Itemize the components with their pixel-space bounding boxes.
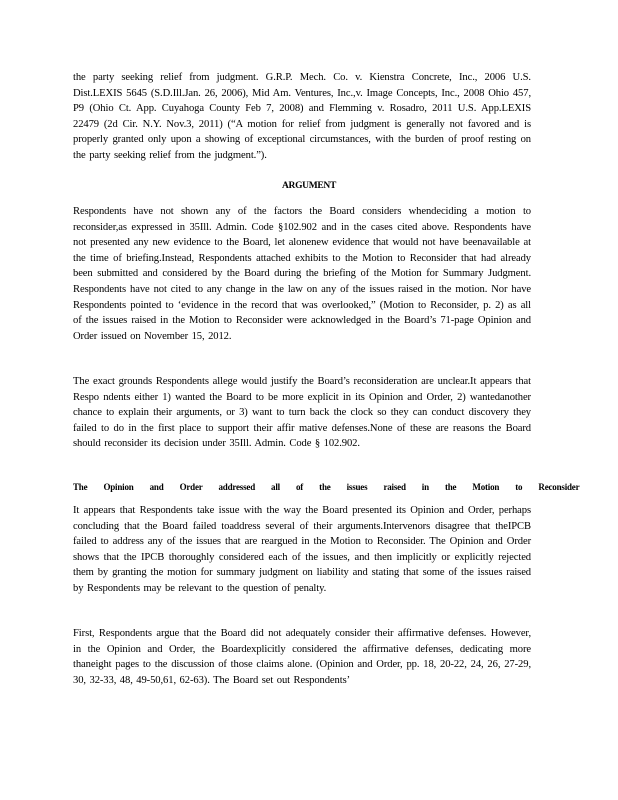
- paragraph-issues-considered: It appears that Respondents take issue with the way the Board presented its Opinion and Order, perhaps concluding that the Board failed toaddress several of their arguments.Intervenors disagree that theIPCB failed to address any of the issues that are reargued in the Motion to Reconsider. The Opinion and Order shows that the IPCB thoroughly considered each of the issues, and then implicitly or explicitly rejected them by granting the motion for summary judgment on liability and stating that some of the issues raised by Respondents may be relevant to the question of penalty.: [73, 505, 531, 594]
- paragraph-citations: the party seeking relief from judgment. G.R.P. Mech. Co. v. Kienstra Concrete, Inc., 2006 U.S. Dist.LEXIS 5645 (S.D.Ill.Jan. 26, 2006), Mid Am. Ventures, Inc.,v. Image Concepts, Inc., 2008 Ohio 457, P9 (Ohio Ct. App. Cuyahoga County Feb 7, 2008) and Flemming v. Rosadro, 2011 U.S. App.LEXIS 22479 (2d Cir. N.Y. Nov.3, 2011) (“A motion for relief from judgment is generally not favored and is properly granted only upon a showing of exceptional circumstances, with the burden of proof resting on the party seeking relief from the judgment.”).: [73, 72, 531, 161]
- heading-argument: ARGUMENT: [281, 181, 337, 191]
- subheading-opinion-addressed: The Opinion and Order addressed all of the issues raised in the Motion to Reconsider: [73, 482, 580, 492]
- paragraph-no-factors: Respondents have not shown any of the factors the Board considers whendeciding a motion to reconsider,as expressed in 35Ill. Admin. Code §102.902 and in the cases cited above. Respondents have not presented any new evidence to the Board, let alonenew evidence that would not have beenavailable at the time of briefing.Instead, Respondents attached exhibits to the Motion to Reconsider that had already been submitted and considered by the Board during the briefing of the Motion for Summary Judgment. Respondents have not cited to any change in the law on any of the issues raised in the motion. Nor have Respondents pointed to ‘evidence in the record that was overlooked,” (Motion to Reconsider, p. 2) as all of the issues raised in the Motion to Reconsider were acknowledged in the Board’s 71-page Opinion and Order issued on November 15, 2012.: [73, 206, 531, 342]
- paragraph-grounds-unclear: The exact grounds Respondents allege would justify the Board’s reconsideration are unclear.It appears that Respo ndents either 1) wanted the Board to be more explicit in its Opinion and Order, 2) wantedanother chance to explain their arguments, or 3) want to turn back the clock so they can conduct discovery they failed to do in the first place to support their affir mative defenses.None of these are reasons the Board should reconsider its decision under 35Ill. Admin. Code § 102.902.: [73, 376, 531, 450]
- paragraph-affirmative-defenses: First, Respondents argue that the Board did not adequately consider their affirmative defenses. However, in the Opinion and Order, the Boardexplicitly considered the affirmative defenses, dedicating more thaneight pages to the discussion of those claims alone. (Opinion and Order, pp. 18, 20-22, 24, 26, 27-29, 30, 32-33, 48, 49-50,61, 62-63). The Board set out Respondents’: [73, 628, 531, 686]
